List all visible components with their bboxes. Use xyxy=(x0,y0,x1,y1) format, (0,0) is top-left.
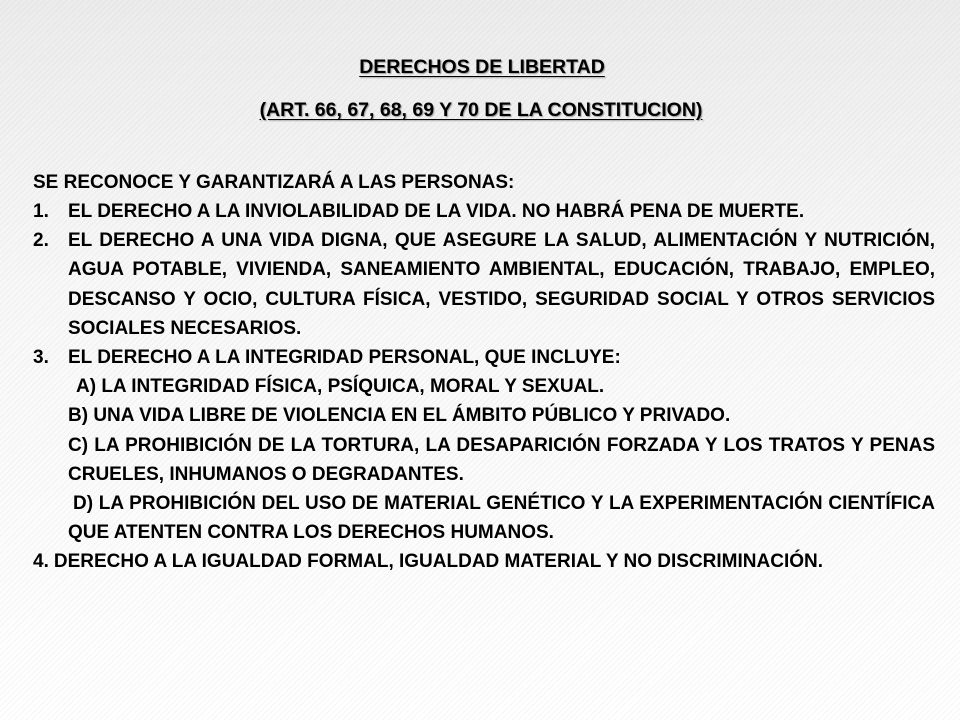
sub-item-text: A) LA INTEGRIDAD FÍSICA, PSÍQUICA, MORAL Y SEXUAL. xyxy=(76,376,605,398)
sub-item xyxy=(33,372,935,401)
sub-item-text: B) UNA VIDA LIBRE DE VIOLENCIA EN EL ÁMBITO PÚBLICO Y PRIVADO. xyxy=(68,405,731,427)
list-item-text: EL DERECHO A LA INTEGRIDAD PERSONAL, QUE INCLUYE: xyxy=(68,347,621,369)
sub-item xyxy=(33,401,935,430)
sub-item xyxy=(33,431,935,489)
list-item-number: 1. xyxy=(33,201,49,222)
rights-list xyxy=(33,197,935,577)
sub-item xyxy=(33,489,935,547)
list-item-text: EL DERECHO A LA INVIOLABILIDAD DE LA VIDA. NO HABRÁ PENA DE MUERTE. xyxy=(68,201,805,222)
slide-title: DERECHOS DE LIBERTAD xyxy=(359,56,605,78)
list-item xyxy=(33,343,935,372)
intro-text: SE RECONOCE Y GARANTIZARÁ A LAS PERSONAS: xyxy=(33,172,515,193)
sub-item-text: D) LA PROHIBICIÓN DEL USO DE MATERIAL GENÉTICO Y LA EXPERIMENTACIÓN CIENTÍFICA QUE ATENTEN CONTRA LOS DERECHOS HUMANOS. xyxy=(68,493,935,544)
list-item-number: 4. xyxy=(33,551,49,573)
list-item-number: 2. xyxy=(33,230,49,252)
list-item-number: 3. xyxy=(33,347,49,369)
list-item xyxy=(33,547,935,576)
list-item-text: EL DERECHO A UNA VIDA DIGNA, QUE ASEGURE LA SALUD, ALIMENTACIÓN Y NUTRICIÓN, AGUA POTABLE, VIVIENDA, SANEAMIENTO AMBIENTAL, EDUCACIÓN, TRABAJO, EMPLEO, DESCANSO Y OCIO, CULTURA FÍSICA, VESTIDO, SEGURIDAD SOCIAL Y OTROS SERVICIOS SOCIALES NECESARIOS. xyxy=(68,230,935,339)
list-item xyxy=(33,226,935,343)
list-item xyxy=(33,197,935,226)
slide-subtitle: (ART. 66, 67, 68, 69 Y 70 DE LA CONSTITUCION) xyxy=(259,99,703,121)
sub-item-text: C) LA PROHIBICIÓN DE LA TORTURA, LA DESAPARICIÓN FORZADA Y LOS TRATOS Y PENAS CRUELES, INHUMANOS O DEGRADANTES. xyxy=(68,434,935,485)
list-item-text: DERECHO A LA IGUALDAD FORMAL, IGUALDAD MATERIAL Y NO DISCRIMINACIÓN. xyxy=(53,551,823,573)
